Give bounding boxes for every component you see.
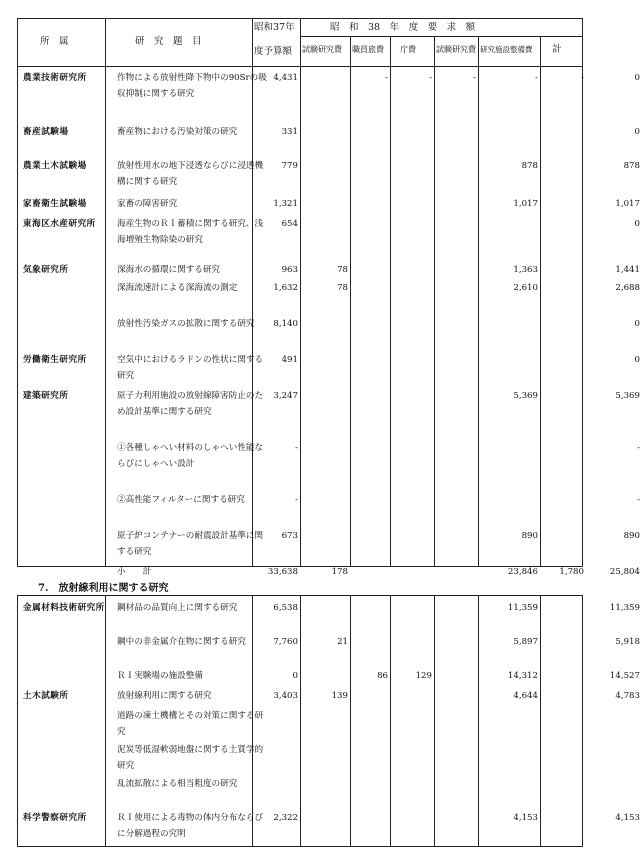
col-divider-6b — [434, 595, 435, 846]
cell-total: - — [637, 443, 640, 453]
cell-org: 家畜衛生試験場 — [23, 199, 87, 209]
cell-topic: 原子力利用施設の放射線障害防止のため設計基準に関する研究 — [117, 391, 264, 417]
cell-v37: 3,403 — [273, 691, 298, 701]
cell-org: 金属材料技術研究所 — [23, 603, 105, 613]
cell-e: 878 — [521, 161, 538, 171]
cell-total: 0 — [634, 127, 640, 137]
cell-v37: 2,322 — [273, 813, 298, 823]
cell-topic: 放射性汚染ガスの拡散に関する研究 — [117, 319, 255, 329]
col-divider-5b — [390, 595, 391, 846]
cell-v37: 331 — [281, 127, 298, 137]
cell-topic: 乱流拡散による相当粗度の研究 — [117, 779, 238, 789]
cell-topic: 放射線利用に関する研究 — [117, 691, 212, 701]
col-divider-3b — [300, 595, 301, 846]
cell-topic: ②高性能フィルターに関する研究 — [117, 495, 245, 505]
cell-v37: 0 — [292, 671, 298, 681]
cell-v37: 491 — [281, 355, 298, 365]
col-divider-4b — [350, 595, 351, 846]
cell-total: 0 — [634, 219, 640, 229]
header-col-6: 計 — [552, 44, 562, 55]
col-divider-6 — [434, 36, 435, 566]
header-topic: 研 究 題 目 — [135, 36, 202, 47]
cell-topic: 鋼材品の品質向上に関する研究 — [117, 603, 238, 613]
left-border — [17, 18, 18, 566]
header-year37: 昭和37年 — [254, 22, 295, 33]
cell-e: 23,846 — [507, 567, 538, 577]
cell-topic: ＲＩ使用による毒物の体内分布ならびに分解過程の究明 — [117, 813, 264, 839]
header-col-4: 試験研究費 — [436, 45, 476, 54]
cell-v37: 3,247 — [273, 391, 298, 401]
cell-v37: 963 — [281, 265, 298, 275]
cell-topic: 小 計 — [117, 567, 152, 577]
col-divider-1b — [105, 595, 106, 846]
header-col-5: 研究施設整備費 — [480, 45, 533, 54]
cell-total: 5,369 — [615, 391, 640, 401]
cell-v37: 1,632 — [273, 283, 298, 293]
cell-a: 21 — [337, 637, 348, 647]
cell-f: 1,780 — [559, 567, 584, 577]
cell-total: 890 — [623, 531, 640, 541]
cell-e: - — [535, 73, 538, 83]
cell-total: 5,918 — [615, 637, 640, 647]
cell-v37: 673 — [281, 531, 298, 541]
cell-total: 4,153 — [615, 813, 640, 823]
cell-total: 0 — [634, 319, 640, 329]
cell-total: 4,783 — [615, 691, 640, 701]
cell-a: 78 — [337, 283, 348, 293]
cell-topic: 深海水の循環に関する研究 — [117, 265, 221, 275]
cell-org: 土木試験所 — [23, 691, 69, 701]
cell-total: 2,688 — [615, 283, 640, 293]
cell-e: 4,644 — [513, 691, 538, 701]
cell-topic: 海産生物のＲＩ蓄積に関する研究、浅海増殖生物除染の研究 — [117, 219, 264, 245]
cell-total: 878 — [623, 161, 640, 171]
cell-org: 農業技術研究所 — [23, 73, 87, 83]
header-col-3: 庁費 — [400, 45, 416, 54]
cell-topic: 作物による放射性降下物中の90Srの吸収抑制に関する研究 — [117, 73, 267, 99]
cell-total: 1,441 — [615, 265, 640, 275]
cell-topic: ①各種しゃへい材料のしゃへい性能ならびにしゃへい設計 — [117, 443, 264, 469]
cell-e: 11,359 — [507, 603, 538, 613]
cell-e: 890 — [521, 531, 538, 541]
cell-v37: 6,538 — [273, 603, 298, 613]
cell-total: 25,804 — [609, 567, 640, 577]
cell-e: 5,369 — [513, 391, 538, 401]
cell-org: 科学警察研究所 — [23, 813, 87, 823]
cell-v37: 4,431 — [273, 73, 298, 83]
cell-total: 0 — [634, 355, 640, 365]
cell-topic: 泥炭等低湿軟弱地盤に関する土質学的研究 — [117, 745, 264, 771]
header-year38: 昭 和 38 年 度 要 求 額 — [330, 22, 476, 33]
cell-topic: 畜産物における汚染対策の研究 — [117, 127, 238, 137]
cell-topic: ＲＩ実験場の施設整備 — [117, 671, 203, 681]
cell-total: 11,359 — [609, 603, 640, 613]
cell-e: 4,153 — [513, 813, 538, 823]
col-divider-5 — [390, 36, 391, 566]
cell-topic: 道路の凍土機構とその対策に関する研究 — [117, 711, 264, 737]
header-year37-sub: 度予算額 — [254, 46, 293, 57]
col-divider-1 — [105, 18, 106, 566]
cell-d: - — [473, 73, 476, 83]
header-col-1: 試験研究費 — [302, 45, 342, 54]
cell-org: 農業土木試験場 — [23, 161, 87, 171]
bottom-rule — [17, 846, 583, 847]
cell-e: 2,610 — [513, 283, 538, 293]
cell-e: 1,363 — [513, 265, 538, 275]
cell-b: - — [385, 73, 388, 83]
cell-e: 5,897 — [513, 637, 538, 647]
cell-topic: 鋼中の非金属介在物に関する研究 — [117, 637, 246, 647]
col-divider-4 — [350, 36, 351, 566]
header-col-2: 職員旅費 — [352, 45, 384, 54]
cell-v37: - — [295, 495, 298, 505]
header-org: 所 属 — [40, 36, 69, 47]
section-title: 7. 放射線利用に関する研究 — [38, 583, 169, 594]
cell-total: 0 — [634, 73, 640, 83]
cell-topic: 放射性用水の地下浸透ならびに浸透機構に関する研究 — [117, 161, 264, 187]
cell-v37: 654 — [281, 219, 298, 229]
cell-topic: 深海流速計による深海流の測定 — [117, 283, 238, 293]
cell-org: 気象研究所 — [23, 265, 69, 275]
cell-org: 畜産試験場 — [23, 127, 69, 137]
cell-c: 129 — [415, 671, 432, 681]
col-divider-8b — [540, 595, 541, 846]
col-divider-7 — [478, 36, 479, 566]
cell-topic: 家畜の障害研究 — [117, 199, 178, 209]
col-divider-7b — [478, 595, 479, 846]
cell-f: - — [581, 73, 584, 83]
cell-org: 建築研究所 — [23, 391, 69, 401]
cell-v37: 779 — [281, 161, 298, 171]
cell-c: - — [429, 73, 432, 83]
cell-v37: 8,140 — [273, 319, 298, 329]
cell-total: 1,017 — [615, 199, 640, 209]
cell-total: 14,527 — [609, 671, 640, 681]
cell-a: 139 — [331, 691, 348, 701]
cell-v37: 7,760 — [273, 637, 298, 647]
cell-org: 東海区水産研究所 — [23, 219, 96, 229]
cell-total: - — [637, 495, 640, 505]
cell-a: 178 — [331, 567, 348, 577]
cell-v37: - — [295, 443, 298, 453]
right-border-2 — [582, 595, 583, 846]
cell-topic: 原子炉コンテナーの耐震設計基準に関する研究 — [117, 531, 264, 557]
cell-e: 1,017 — [513, 199, 538, 209]
right-border — [582, 18, 583, 566]
cell-e: 14,312 — [507, 671, 538, 681]
cell-b: 86 — [377, 671, 388, 681]
cell-topic: 空気中におけるラドンの性状に関する研究 — [117, 355, 264, 381]
left-border-2 — [17, 595, 18, 846]
col-divider-8 — [540, 36, 541, 566]
cell-v37: 33,638 — [267, 567, 298, 577]
cell-org: 労働衛生研究所 — [23, 355, 87, 365]
cell-a: 78 — [337, 265, 348, 275]
cell-v37: 1,321 — [273, 199, 298, 209]
